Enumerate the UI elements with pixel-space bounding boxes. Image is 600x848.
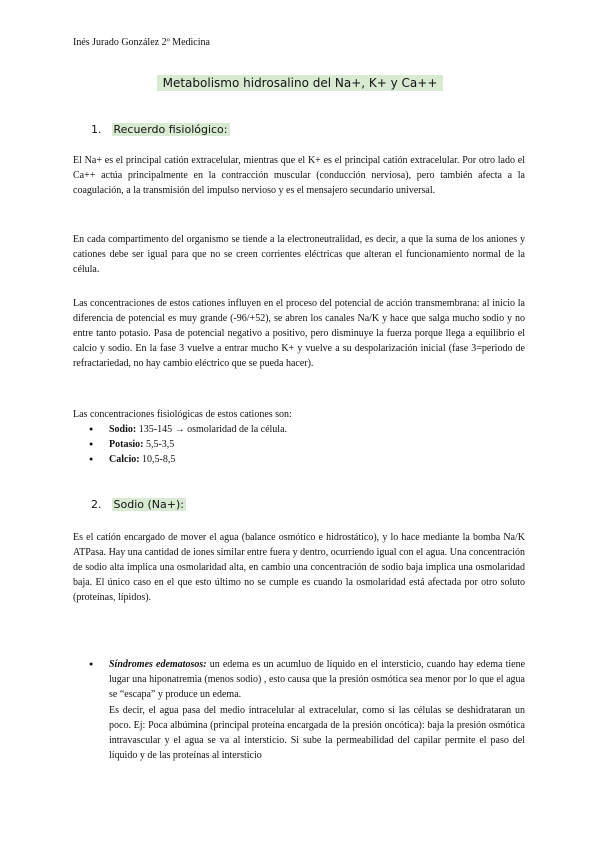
section-number: 2. [91,498,102,511]
section-title: Recuerdo fisiológico: [113,123,228,136]
edema-list [73,657,525,763]
paragraph-2: En cada compartimento del organismo se tiende a la electroneutralidad, es decir, a que la suma de los aniones y cationes debe ser igual para que no se creen corrientes eléctricas que alteran el funcionamiento normal de la célula. [73,234,525,275]
edema-text-1: un edema es un acumluo de líquido en el intersticio, cuando hay edema tiene lugar una hiponatremia (menos sodio) , esto causa que la presión osmótica sea menor por lo que el agua se “escapa” y produce un edema. [109,659,526,701]
paragraph-4: Las concentraciones fisiológicas de estos cationes son: [73,409,292,420]
section-heading-1 [91,123,230,136]
paragraph-3: Las concentraciones de estos cationes influyen en el proceso del potencial de acción transmembrana: al inicio la diferencia de potencial es muy grande (-96/+52), se abren los canales Na/K y hace que salga mucho sodio y no entre tanto potasio. Pasa de potencial negativo a positivo, pero disminuye la fuerza porque llega a equilibrio el calcio y sodio. En la fase 3 vuelve a entrar mucho K+ y vuelve a su despolarización inicial (fase 3=periodo de refractariedad, no hay cambio eléctrico que se pueda hacer). [73,298,525,369]
edema-label: Síndromes edematosos: [109,659,207,670]
edema-text-2: Es decir, el agua pasa del medio intracelular al extracelular, como si las células se deshidrataran un poco. Ej: Poca albúmina (principal proteína encargada de la presión oncótica): baja la presión osmótica intravascular y el agua se va al intersticio. Si sube la permeabilidad del capilar permite el paso del líquido y de las proteínas al intersticio [109,704,525,762]
bullet-icon: ● [89,660,94,668]
concentration-list [73,422,525,467]
paragraph-5: Es el catión encargado de mover el agua (balance osmótico e hidrostático), y lo hace mediante la bomba Na/K ATPasa. Hay una cantidad de iones similar entre fuera y dentro, ocurriendo igual con el agua. Una concentración de sodio alta implica una osmolaridad alta, en cambio una concentración de sodio baja implica una osmolaridad baja. El único caso en el que esto último no se cumple es cuando la osmolaridad está afectada por otro soluto (proteínas, lípidos). [73,532,525,603]
list-item: ● Calcio: 10,5-8,5 [73,452,525,467]
paragraph-1: El Na+ es el principal catión extracelular, mientras que el K+ es el principal catión extracelular. Por otro lado el Ca++ actúa principalmente en la contracción muscular (conducción nerviosa), pero también afecta a la coagulación, a la transmisión del impulso nervioso y es el mensajero secundario universal. [73,155,525,196]
document-title: Metabolismo hidrosalino del Na+, K+ y Ca++ [157,75,444,91]
list-item [73,657,525,763]
list-item: ● Potasio: 5,5-3,5 [73,437,525,452]
section-title: Sodio (Na+): [113,498,184,511]
author-header: Inés Jurado González 2º Medicina [73,37,210,48]
section-number: 1. [91,123,102,136]
list-item: ● Sodio: 135-145 → osmolaridad de la célula. [73,422,525,437]
section-heading-2 [91,498,186,511]
